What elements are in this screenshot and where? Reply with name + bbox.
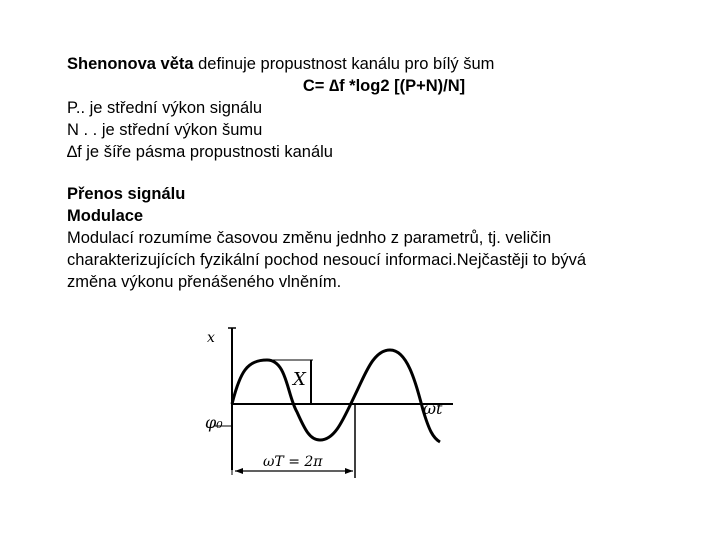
heading-modulation: Modulace	[67, 207, 144, 225]
shannon-sentence	[67, 53, 494, 75]
period-arrow-left-head	[235, 468, 243, 474]
phase-label: φ₀	[205, 413, 223, 432]
amplitude-label: X	[293, 369, 306, 390]
axis-label-x: x	[207, 330, 215, 346]
paragraph-line-2: charakterizujících fyzikální pochod nesoucí informaci.Nejčastěji to bývá	[67, 251, 587, 269]
sine-wave-diagram	[195, 320, 455, 480]
period-label: ωT = 2π	[263, 454, 323, 470]
bandwidth-definition: ∆f je šíře pásma propustnosti kanálu	[67, 143, 333, 161]
shannon-definition: definuje propustnost kanálu pro bílý šum	[193, 55, 495, 73]
paragraph-line-1: Modulací rozumíme časovou změnu jednho z parametrů, tj. veličin	[67, 229, 552, 247]
period-arrow-right-head	[345, 468, 353, 474]
paragraph-line-3: změna výkonu přenášeného vlněním.	[67, 273, 342, 291]
n-definition: N . . je střední výkon šumu	[67, 121, 263, 139]
capacity-formula: C= ∆f *log2 [(P+N)/N]	[302, 77, 466, 95]
p-definition: P.. je střední výkon signálu	[67, 99, 263, 117]
omega-t-label: ωt	[423, 399, 443, 418]
shannon-title: Shenonova věta	[67, 55, 194, 73]
sine-wave-curve	[232, 350, 440, 442]
heading-signal-transmission: Přenos signálu	[67, 185, 186, 203]
